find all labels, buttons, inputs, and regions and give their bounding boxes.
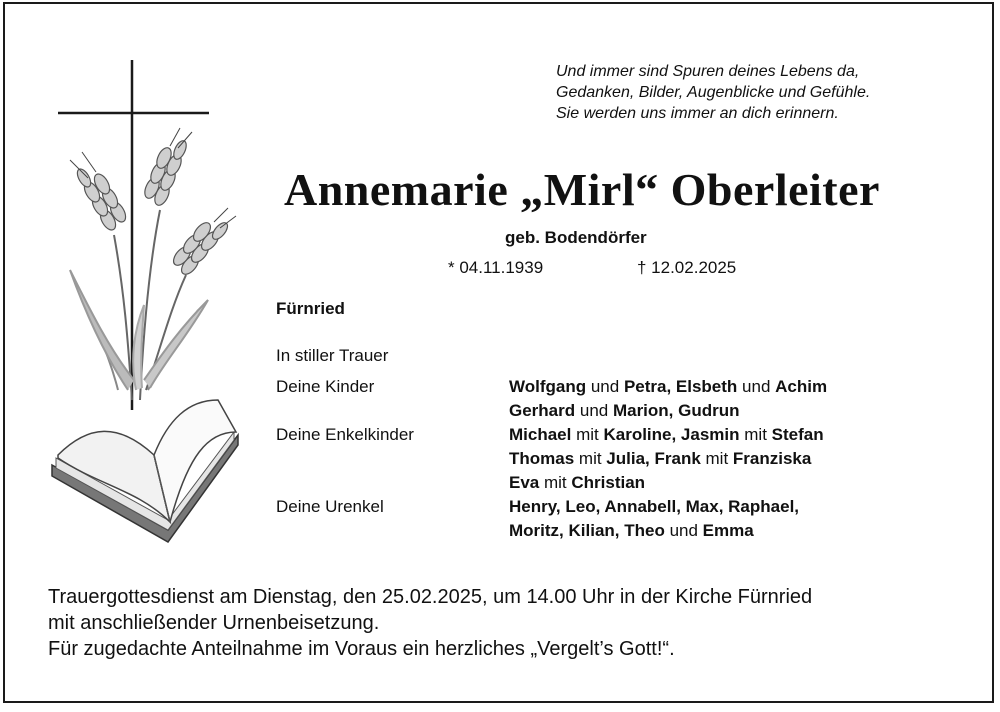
connector-text: mit [700,449,733,468]
family-line [509,375,827,399]
family-line [509,423,824,447]
person-name: Karoline, Jasmin [603,425,740,444]
open-book-icon [52,400,238,542]
family-line [509,447,824,471]
connector-text: und [575,401,613,420]
hometown: Fürnried [276,299,345,318]
footer-line: mit anschließender Urnenbeisetzung. [48,612,380,634]
family-names [509,375,827,423]
person-name: Achim [775,377,828,396]
family-names [509,423,824,495]
quote-line: Gedanken, Bilder, Augenblicke und Gefühle. [556,84,871,101]
person-name: Michael [509,425,572,444]
person-name: Marion, Gudrun [612,401,740,420]
family-line [509,495,799,519]
person-name: Thomas [509,449,575,468]
deceased-name: Annemarie „Mirl“ Oberleiter [284,164,880,215]
person-name: Christian [571,473,646,492]
person-name: Henry, Leo, Annabell, Max, Raphael, [509,497,800,516]
person-name: Stefan [771,425,824,444]
wheat-icon [70,128,236,400]
connector-text: und [737,377,776,396]
memorial-quote [556,61,976,124]
quote-line: Sie werden uns immer an dich erinnern. [556,105,839,122]
service-announcement [48,584,978,662]
relation-label: Deine Urenkel [276,497,384,516]
mourning-intro: In stiller Trauer [276,346,389,365]
memorial-illustration [48,60,243,545]
connector-text: mit [571,425,604,444]
person-name: Franziska [732,449,812,468]
connector-text: und [664,521,703,540]
footer-line: Für zugedachte Anteilnahme im Voraus ein herzliches „Vergelt’s Gott!“. [48,638,675,660]
connector-text: mit [574,449,607,468]
death-date: † 12.02.2025 [637,258,737,277]
person-name: Gerhard [509,401,576,420]
person-name: Julia, Frank [606,449,701,468]
quote-line: Und immer sind Spuren deines Lebens da, [556,63,860,80]
family-line [509,519,799,543]
connector-text: und [586,377,624,396]
relation-label: Deine Enkelkinder [276,425,414,444]
footer-line: Trauergottesdienst am Dienstag, den 25.02.2025, um 14.00 Uhr in der Kirche Fürnried [48,586,813,608]
person-name: Wolfgang [509,377,587,396]
family-names [509,495,799,543]
maiden-name: geb. Bodendörfer [505,228,647,247]
person-name: Moritz, Kilian, Theo [509,521,665,540]
connector-text: mit [739,425,772,444]
family-line [509,399,827,423]
person-name: Emma [702,521,754,540]
birth-date: * 04.11.1939 [448,258,544,277]
person-name: Eva [509,473,540,492]
family-line [509,471,824,495]
person-name: Petra, Elsbeth [623,377,738,396]
relation-label: Deine Kinder [276,377,375,396]
connector-text: mit [539,473,572,492]
